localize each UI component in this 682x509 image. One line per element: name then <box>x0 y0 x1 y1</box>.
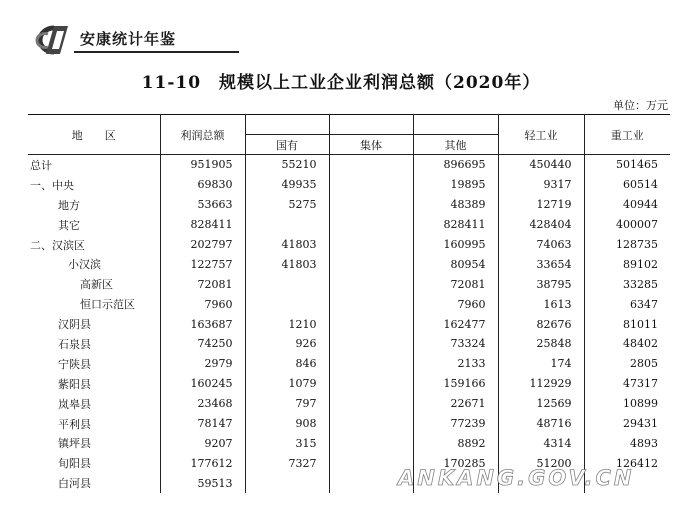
total-cell: 9207 <box>160 433 245 453</box>
table-row <box>28 235 670 255</box>
heavy-cell: 10899 <box>584 394 670 414</box>
heavy-cell: 47317 <box>584 374 670 394</box>
header-collective: 集体 <box>329 135 413 155</box>
state-cell <box>245 274 329 294</box>
state-cell: 315 <box>245 433 329 453</box>
header-total: 利润总额 <box>160 115 245 155</box>
total-cell: 202797 <box>160 235 245 255</box>
light-cell: 174 <box>498 354 584 374</box>
total-cell: 23468 <box>160 394 245 414</box>
heavy-cell: 29431 <box>584 414 670 434</box>
state-cell: 55210 <box>245 155 329 175</box>
region-cell: 平利县 <box>28 414 160 434</box>
heavy-cell: 60514 <box>584 175 670 195</box>
table-row <box>28 354 670 374</box>
region-cell: 石泉县 <box>28 334 160 354</box>
region-cell: 小汉滨 <box>28 254 160 274</box>
other-cell: 8892 <box>413 433 498 453</box>
other-cell: 22671 <box>413 394 498 414</box>
table-body <box>28 155 670 494</box>
state-cell: 1079 <box>245 374 329 394</box>
heavy-cell: 6347 <box>584 294 670 314</box>
heavy-cell: 89102 <box>584 254 670 274</box>
light-cell: 450440 <box>498 155 584 175</box>
light-cell: 1613 <box>498 294 584 314</box>
other-cell: 72081 <box>413 274 498 294</box>
table-row <box>28 155 670 175</box>
region-cell: 紫阳县 <box>28 374 160 394</box>
state-cell: 41803 <box>245 235 329 255</box>
region-cell: 宁陕县 <box>28 354 160 374</box>
header-spacer <box>245 115 329 135</box>
heavy-cell: 48402 <box>584 334 670 354</box>
total-cell: 160245 <box>160 374 245 394</box>
light-cell: 51200 <box>498 453 584 473</box>
collective-cell <box>329 394 413 414</box>
state-cell <box>245 215 329 235</box>
header-other: 其他 <box>413 135 498 155</box>
total-cell: 74250 <box>160 334 245 354</box>
heavy-cell: 40944 <box>584 195 670 215</box>
region-cell: 地方 <box>28 195 160 215</box>
header-spacer <box>413 115 498 135</box>
other-cell: 159166 <box>413 374 498 394</box>
collective-cell <box>329 374 413 394</box>
state-cell: 846 <box>245 354 329 374</box>
table-row <box>28 394 670 414</box>
collective-cell <box>329 414 413 434</box>
other-cell: 80954 <box>413 254 498 274</box>
region-cell: 二、汉滨区 <box>28 235 160 255</box>
table-title: 11-10 规模以上工业企业利润总额（2020年） <box>141 73 541 93</box>
total-cell: 69830 <box>160 175 245 195</box>
collective-cell <box>329 175 413 195</box>
header-region: 地 区 <box>28 115 160 155</box>
light-cell: 74063 <box>498 235 584 255</box>
table-row <box>28 374 670 394</box>
total-cell: 78147 <box>160 414 245 434</box>
total-cell: 2979 <box>160 354 245 374</box>
collective-cell <box>329 195 413 215</box>
total-cell: 7960 <box>160 294 245 314</box>
region-cell: 岚皋县 <box>28 394 160 414</box>
state-cell: 49935 <box>245 175 329 195</box>
heavy-cell: 126412 <box>584 453 670 473</box>
state-cell: 1210 <box>245 314 329 334</box>
table-row <box>28 334 670 354</box>
collective-cell <box>329 354 413 374</box>
collective-cell <box>329 314 413 334</box>
heavy-cell: 2805 <box>584 354 670 374</box>
table-row <box>28 195 670 215</box>
yearbook-logo-icon <box>24 22 74 58</box>
total-cell: 122757 <box>160 254 245 274</box>
heavy-cell: 4893 <box>584 433 670 453</box>
total-cell: 828411 <box>160 215 245 235</box>
collective-cell <box>329 155 413 175</box>
state-cell: 41803 <box>245 254 329 274</box>
header-heavy: 重工业 <box>584 115 670 155</box>
book-title: 安康统计年鉴 <box>80 30 177 48</box>
region-cell: 恒口示范区 <box>28 294 160 314</box>
total-cell: 53663 <box>160 195 245 215</box>
total-cell: 951905 <box>160 155 245 175</box>
table-row <box>28 314 670 334</box>
header-rule <box>74 51 239 53</box>
region-cell: 汉阴县 <box>28 314 160 334</box>
table-row <box>28 274 670 294</box>
table-row <box>28 254 670 274</box>
collective-cell <box>329 433 413 453</box>
profit-table <box>28 114 670 493</box>
total-cell: 177612 <box>160 453 245 473</box>
total-cell: 163687 <box>160 314 245 334</box>
header-light: 轻工业 <box>498 115 584 155</box>
light-cell: 25848 <box>498 334 584 354</box>
other-cell: 170285 <box>413 453 498 473</box>
collective-cell <box>329 254 413 274</box>
state-cell: 926 <box>245 334 329 354</box>
light-cell: 38795 <box>498 274 584 294</box>
state-cell <box>245 473 329 493</box>
light-cell: 112929 <box>498 374 584 394</box>
region-cell: 镇坪县 <box>28 433 160 453</box>
state-cell: 908 <box>245 414 329 434</box>
light-cell: 4314 <box>498 433 584 453</box>
heavy-cell: 33285 <box>584 274 670 294</box>
table-row <box>28 433 670 453</box>
header-spacer <box>329 115 413 135</box>
light-cell: 33654 <box>498 254 584 274</box>
region-cell: 一、中央 <box>28 175 160 195</box>
collective-cell <box>329 294 413 314</box>
state-cell: 7327 <box>245 453 329 473</box>
table-row <box>28 215 670 235</box>
other-cell: 77239 <box>413 414 498 434</box>
other-cell: 7960 <box>413 294 498 314</box>
table-row <box>28 175 670 195</box>
other-cell: 160995 <box>413 235 498 255</box>
table-row <box>28 414 670 434</box>
light-cell: 12719 <box>498 195 584 215</box>
region-cell: 白河县 <box>28 473 160 493</box>
unit-label: 单位：万元 <box>613 99 668 112</box>
other-cell: 896695 <box>413 155 498 175</box>
region-cell: 旬阳县 <box>28 453 160 473</box>
region-cell: 其它 <box>28 215 160 235</box>
site-watermark: ANKANG.GOV.CN <box>398 466 635 490</box>
light-cell: 428404 <box>498 215 584 235</box>
other-cell: 19895 <box>413 175 498 195</box>
light-cell: 48716 <box>498 414 584 434</box>
heavy-cell: 501465 <box>584 155 670 175</box>
heavy-cell: 400007 <box>584 215 670 235</box>
collective-cell <box>329 334 413 354</box>
header-state: 国有 <box>245 135 329 155</box>
table-row <box>28 294 670 314</box>
other-cell: 162477 <box>413 314 498 334</box>
light-cell: 12569 <box>498 394 584 414</box>
collective-cell <box>329 235 413 255</box>
state-cell: 797 <box>245 394 329 414</box>
region-cell: 总计 <box>28 155 160 175</box>
total-cell: 72081 <box>160 274 245 294</box>
collective-cell <box>329 274 413 294</box>
heavy-cell: 128735 <box>584 235 670 255</box>
light-cell: 9317 <box>498 175 584 195</box>
heavy-cell: 81011 <box>584 314 670 334</box>
state-cell: 5275 <box>245 195 329 215</box>
total-cell: 59513 <box>160 473 245 493</box>
other-cell: 73324 <box>413 334 498 354</box>
region-cell: 高新区 <box>28 274 160 294</box>
collective-cell <box>329 215 413 235</box>
other-cell: 2133 <box>413 354 498 374</box>
other-cell: 828411 <box>413 215 498 235</box>
state-cell <box>245 294 329 314</box>
light-cell: 82676 <box>498 314 584 334</box>
other-cell: 48389 <box>413 195 498 215</box>
